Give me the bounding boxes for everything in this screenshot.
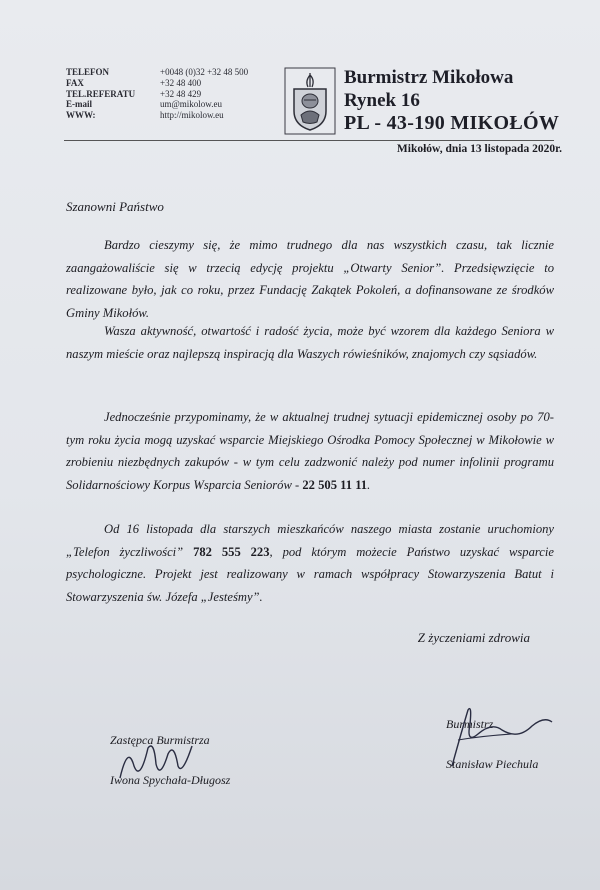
contact-row: FAX +32 48 400 <box>66 77 202 88</box>
signature-right-name: Stanisław Piechula <box>446 757 539 771</box>
closing: Z życzeniami zdrowia <box>417 630 530 645</box>
greeting: Szanowni Państwo <box>66 199 164 214</box>
signature-scribble-right <box>432 700 562 770</box>
paragraph: Jednocześnie przypominamy, że w aktualnej trudnej sytuacji epidemicznej osoby po 70-tym roku życia mogą uzyskać wsparcie Miejskiego Ośrodka Pomocy Społecznej w Mikołowie w zrobieniu niezbędnych zakupów - w tym celu zadzwonić należy pod numer infolinii programu Solidarnościowy Korpus Wsparcia Seniorów - 22 505 11 11. <box>66 410 554 492</box>
hotline-number: 22 505 11 11 <box>302 477 368 492</box>
office-city: PL - 43-190 MIKOŁÓW <box>344 112 560 134</box>
paragraph: Wasza aktywność, otwartość i radość życia, może być wzorem dla każdego Seniora w naszym mieście oraz najlepszą inspiracją dla Waszych rówieśników, znajomych czy sąsiadów. <box>66 324 554 361</box>
paragraph: Bardzo cieszymy się, że mimo trudnego dla nas wszystkich czasu, tak licznie zaangażowaliście się w trzecią edycję projektu „Otwarty Senior”. Przedsięwzięcie to realizowane było, jak co roku, przez Fundację Zakątek Pokoleń, a dofinansowane ze środków Gminy Mikołów. <box>66 238 554 320</box>
letter-date: Mikołów, dnia 13 listopada 2020r. <box>396 143 562 155</box>
contact-row: TELEFON +0048 (0)32 +32 48 500 <box>66 67 249 77</box>
signature-right-title: Burmistrz <box>446 717 494 731</box>
paragraph: Od 16 listopada dla starszych mieszkańców naszego miasta zostanie uruchomiony „Telefon życzliwości” 782 555 223, pod którym możecie Państwo uzyskać wsparcie psychologiczne. Projekt jest realizowany w ramach współpracy Stowarzyszenia Batut i Stowarzyszenia św. Józefa „Jesteśmy”. <box>66 522 554 604</box>
office-title: Burmistrz Mikołowa <box>344 67 514 88</box>
office-address <box>344 66 559 135</box>
kindness-phone: 782 555 223 <box>193 544 270 559</box>
signature-left-name: Iwona Spychała-Długosz <box>110 773 231 787</box>
contact-row: TEL.REFERATU +32 48 429 <box>66 88 202 99</box>
office-street: Rynek 16 <box>344 90 420 111</box>
contact-row: E-mail um@mikolow.eu <box>66 99 222 110</box>
town-crest-icon <box>284 67 336 135</box>
signature-left-title: Zastępca Burmistrza <box>110 733 210 747</box>
contact-block <box>66 67 248 121</box>
contact-row: WWW: http://mikolow.eu <box>66 110 224 121</box>
signature-scribble-left <box>108 736 218 784</box>
header-divider <box>64 140 554 141</box>
